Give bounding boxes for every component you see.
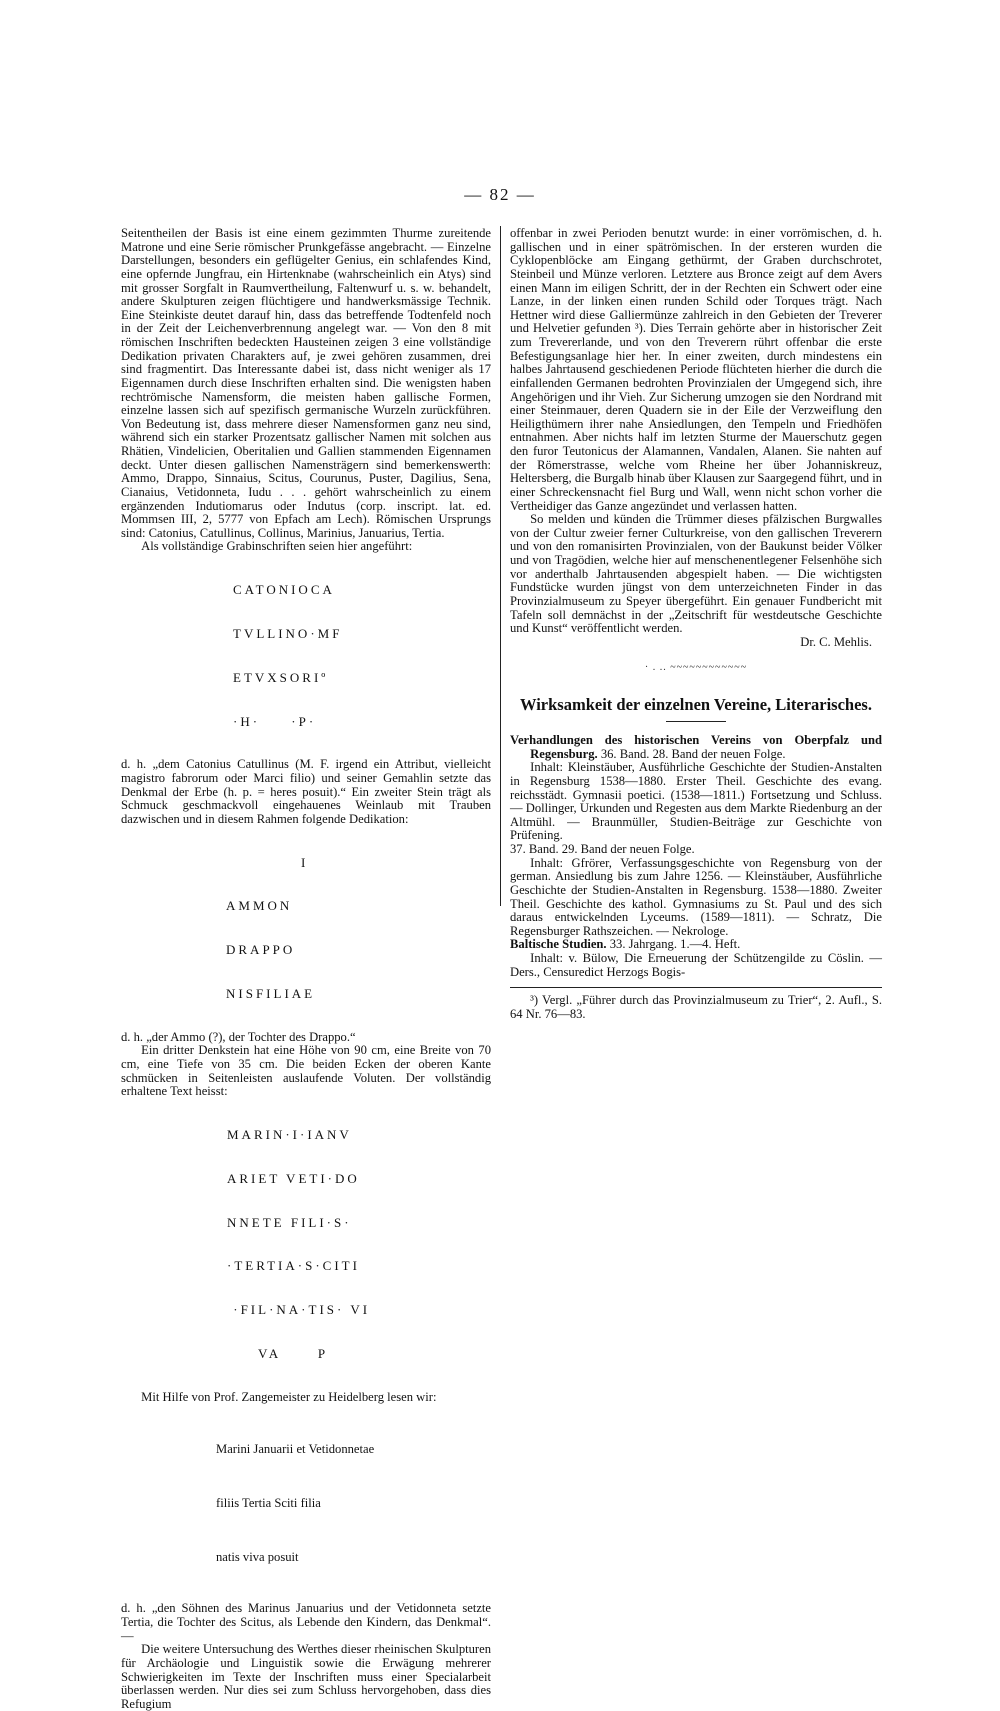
inscription-line: ETVXSORIº bbox=[233, 669, 329, 685]
signature: Dr. C. Mehlis. bbox=[800, 634, 872, 649]
inscription-marinius bbox=[227, 1099, 491, 1391]
inscription-line: AMMON bbox=[226, 898, 293, 914]
inscription-line: NISFILIAE bbox=[226, 985, 316, 1001]
section-heading: Wirksamkeit der einzelnen Vereine, Literarisches. bbox=[520, 695, 872, 714]
publication-contents: Inhalt: Kleinstäuber, Ausführliche Geschichte der Studien-Anstalten in Regensburg 1538—1880. Erster Theil. Geschichte des evang. reichsstädt. Gymnasii poetici. (1538—1811.) Fortsetzung und Schluss. — Dollinger, Urkunden und Regesten aus dem Markte Riedenburg an der Altmühl. — Braunmüller, Studien-Beiträge zur Geschichte von Prüfening. bbox=[510, 760, 882, 843]
publication-volume-line: 37. Band. 29. Band der neuen Folge. bbox=[510, 842, 695, 856]
inscription-line: ·FIL·NA·TIS· VI bbox=[227, 1302, 371, 1318]
paragraph: d. h. „dem Catonius Catullinus (M. F. irgend ein Attribut, vielleicht magistro fabrorum oder Marci filio) und seiner Gemahlin setzte das Denkmal der Erbe (h. p. = heres posuit).“ Ein zweiter Stein trägt als Schmuck geschmackvoll eingehauenes Weinlaub mit Trauben dazwischen und in diesem Rahmen folgende Dedikation: bbox=[121, 757, 491, 826]
paragraph: So melden und künden die Trümmer dieses pfälzischen Burgwalles von der Cultur zweier ferner Culturkreise, von den gallischen Treverern und von den romanisirten Provinzialen, von der Baukunst beider Völker und von Tragödien, welche hier auf menschenentlegener Felsenhöhe sich vor anderthalb Jahrtausenden abgespielt haben. — Die wichtigsten Fundstücke wurden jüngst von dem unterzeichneten Finder in das Provinzialmuseum zu Speyer übergeführt. Ein genauer Fundbericht mit Tafeln soll demnächst in der „Zeitschrift für westdeutsche Geschichte und Kunst“ veröffentlicht werden. bbox=[510, 512, 882, 636]
paragraph: Als vollständige Grabinschriften seien hier angeführt: bbox=[141, 539, 413, 554]
inscription-ammon bbox=[226, 826, 491, 1030]
inscription-line: CATONIOCA bbox=[233, 582, 335, 598]
inscription-line: ·H· ·P· bbox=[233, 713, 317, 729]
paragraph: offenbar in zwei Perioden benutzt wurde: in einer vorrömischen, d. h. gallischen und in einer spätrömischen. In der ersteren wurden die Cyklopenblöcke am Eingang gethürmt, der Graben durchschrotet, Steinbeil und Münze verloren. Letztere aus Bronce zeigt auf dem Avers einen Mann im eiligen Schritt, der in der Rechten ein Schwert oder eine Lanze, in der linken einen runden Schild oder Torques trägt. Nach Hettner wird diese Galliermünze zahlreich in den Gebieten der Treverer und Helvetier gefunden ³). Dies Terrain gehörte aber in historischer Zeit zum Trevererlande, und von den Treverern rührt offenbar die erste Befestigungsanlage hier her. In einer zweiten, durch mindestens ein halbes Jahrtausend geschiedenen Periode flüchteten hierher die durch die einfallenden Germanen bedrohten Provinzialen der Umgegend sich, ihre Angehörigen und ihr Vieh. Zur Sicherung umzogen sie den Nordrand mit einer Steinmauer, deren Quadern sie in der Eile der Verzweiflung den Heiligthümern ihrer nahe Ansiedlungen, den Tempeln und Friedhöfen entnahmen. Aber nichts half im letzten Sturme der Mauerschutz gegen den furor Teutonicus der Alamannen, Vandalen, Alanen. Sie nahten auf der Römerstrasse, welche vom Rheine her über Johanniskreuz, Heltersberg, die Burgalb hinab über Klausen zur Saargegend führt, und in einer Schreckensnacht fiel Burg und Wall, wenn nicht schon vorher die Vertheidiger das Ganze angezündet und verlassen hatten. bbox=[510, 226, 882, 513]
publication-contents: Inhalt: v. Bülow, Die Erneuerung der Schützengilde zu Cöslin. — Ders., Censuredict Herzogs Bogis- bbox=[510, 951, 882, 979]
left-column bbox=[121, 227, 491, 1711]
transcription-line: filiis Tertia Sciti filia bbox=[216, 1496, 321, 1511]
paragraph: d. h. „der Ammo (?), der Tochter des Drappo.“ bbox=[121, 1029, 356, 1044]
footnote: ³) Vergl. „Führer durch das Provinzialmuseum zu Trier“, 2. Aufl., S. 64 Nr. 76—83. bbox=[510, 993, 882, 1021]
inscription-line: MARIN·I·IANV bbox=[227, 1127, 352, 1143]
publication-volume: 33. Jahrgang. 1.—4. Heft. bbox=[606, 937, 741, 952]
inscription-line: DRAPPO bbox=[226, 942, 296, 958]
right-column bbox=[510, 227, 882, 1022]
paragraph: Seitentheilen der Basis ist eine einem gezimmten Thurme zureitende Matrone und eine Serie römischer Prunkgefässe angebracht. — Einzelne Darstellungen, besonders ein geflügelter Genius, ein schlafendes Kind, eine opfernde Jungfrau, ein Hirtenknabe (wahrscheinlich ein Atys) sind mit grosser Sorgfalt in Raumvertheilung, Faltenwurf u. s. w. behandelt, andere Skulpturen zeigen flüchtigere und handwerksmässige Technik. Eine Steinkiste deutet darauf hin, dass das betreffende Todtenfeld noch in der Zeit der Leichenverbrennung angelegt war. — Von den 8 mit römischen Inschriften bedeckten Hausteinen zeigen 3 eine vollständige Dedikation privaten Charakters auf, je zwei gehören zusammen, drei sind fragmentirt. Das Interessante dabei ist, dass nicht weniger als 17 Eigennamen durch diese Inschriften erhalten sind. Die wenigsten haben rechtrömische Namensform, die meisten haben gallische Formen, einzelne lassen sich auf spezifisch germanische Wurzeln zurückführen. Von Bedeutung ist, dass mehrere dieser Namensformen ganz neu sind, während sich ein starker Prozentsatz gallischer Namen mit solchen aus Rhätien, Vindelicien, Oberitalien und Gallien stammenden Eigennamen deckt. Unter diesen gallischen Namensträgern sind bemerkenswerth: Ammo, Drappo, Sinnaius, Scitus, Courunus, Puster, Dagilius, Sena, Cianaius, Vetidonneta, Iudu . . . gehört wahrscheinlich zu einem ergänzenden Indutiomarus oder Indutus (corp. inscript. lat. ed. Mommsen III, 2, 5777 von Epfach am Lech). Römischen Ursprungs sind: Catonius, Catullinus, Collinus, Marinius, Januarius, Tertia. bbox=[121, 226, 491, 540]
inscription-line: ARIET VETI·DO bbox=[227, 1170, 360, 1186]
heading-rule bbox=[666, 721, 726, 722]
page-number: — 82 — bbox=[464, 185, 536, 204]
inscription-line: VA P bbox=[227, 1345, 329, 1361]
transcription-line: Marini Januarii et Vetidonnetae bbox=[216, 1442, 375, 1457]
publication-contents: Inhalt: Gfrörer, Verfassungsgeschichte von Regensburg von der german. Ansiedlung bis zum Jahre 1256. — Kleinstäuber, Ausführliche Geschichte der Studien-Anstalten in Regensburg. 1538—1880. Zweiter Theil. Geschichte des kathol. Gymnasiums zu St. Paul und des sich daraus entwickelnden Lyceums. (1589—1811). — Schratz, Die Regensburger Rathszeichen. — Nekrologe. bbox=[510, 855, 882, 938]
inscription-line: I bbox=[226, 854, 309, 870]
publication-title: Baltische Studien. bbox=[510, 937, 607, 952]
column-divider bbox=[500, 226, 501, 906]
publication-title: Verhandlungen des historischen Vereins von Oberpfalz und Regensburg. bbox=[510, 733, 882, 761]
section-separator: · . .. ~~~~~~~~~~~~ bbox=[644, 662, 748, 674]
footnote-rule bbox=[510, 987, 882, 988]
inscription-line: NNETE FILI·S· bbox=[227, 1214, 352, 1230]
inscription-catonius bbox=[233, 554, 491, 758]
paragraph: Ein dritter Denkstein hat eine Höhe von 90 cm, eine Breite von 70 cm, eine Tiefe von 35 cm. Die beiden Ecken der oberen Kante schmücken in Seitenleisten auslaufende Voluten. Der vollständig erhaltene Text heisst: bbox=[121, 1043, 491, 1099]
publication-entry bbox=[510, 938, 882, 952]
inscription-line: ·TERTIA·S·CITI bbox=[227, 1258, 360, 1274]
publication-entry bbox=[510, 734, 882, 761]
paragraph: Mit Hilfe von Prof. Zangemeister zu Heidelberg lesen wir: bbox=[141, 1389, 437, 1404]
paragraph: Die weitere Untersuchung des Werthes dieser rheinischen Skulpturen für Archäologie und Linguistik sowie die Erwägung mehrerer Schwierigkeiten im Texte der Inschriften muss einer Specialarbeit überlassen werden. Nur dies sei zum Schluss hervorgehoben, dass dies Refugium bbox=[121, 1642, 491, 1711]
transcription-line: natis viva posuit bbox=[216, 1550, 299, 1565]
paragraph: d. h. „den Söhnen des Marinus Januarius und der Vetidonneta setzte Tertia, die Tochter des Scitus, als Lebende den Kindern, das Denkmal“. — bbox=[121, 1601, 491, 1643]
inscription-line: TVLLINO·MF bbox=[233, 625, 343, 641]
publication-volume: 36. Band. 28. Band der neuen Folge. bbox=[597, 746, 786, 761]
transcription bbox=[216, 1404, 491, 1602]
